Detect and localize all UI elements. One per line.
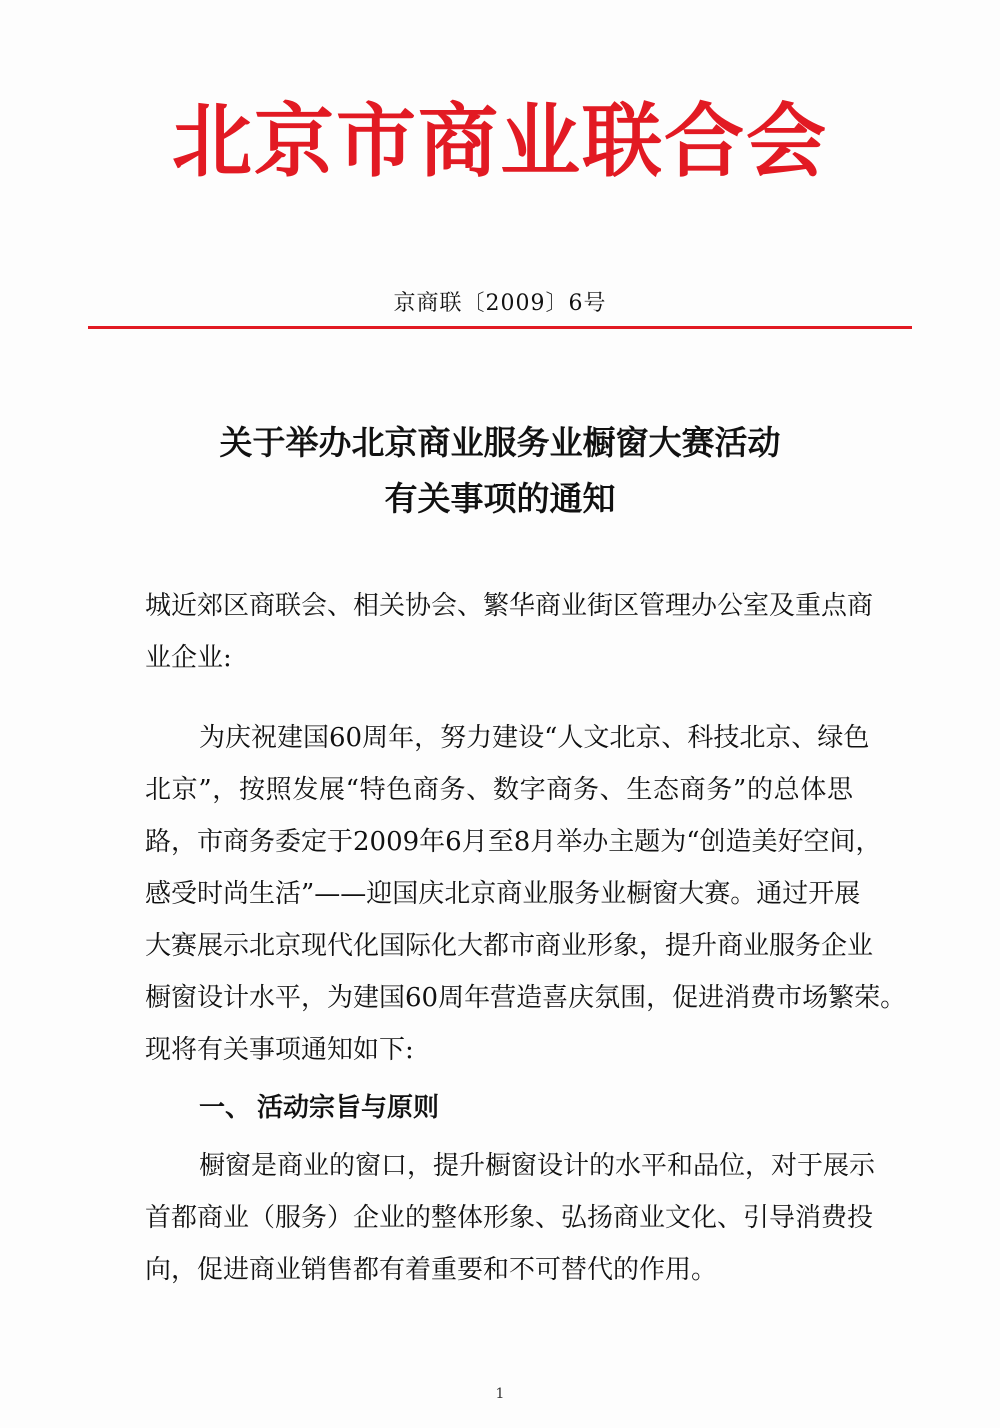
- document-number: 京商联〔2009〕6号: [393, 291, 607, 316]
- addressee-line-1: 城近郊区商联会、相关协会、繁华商业街区管理办公室及重点商: [145, 591, 874, 621]
- paragraph1-line-3: 路，市商务委定于2009年6月至8月举办主题为“创造美好空间，: [145, 827, 882, 857]
- addressee-line-2: 业企业:: [145, 643, 232, 673]
- paragraph2-line-3: 向，促进商业销售都有着重要和不可替代的作用。: [145, 1255, 718, 1285]
- paragraph2-line-2: 首都商业（服务）企业的整体形象、弘扬商业文化、引导消费投: [145, 1203, 874, 1233]
- paragraph1-line-6: 橱窗设计水平，为建国60周年营造喜庆氛围，促进消费市场繁荣。: [145, 983, 907, 1013]
- section1-number: 一、: [199, 1093, 252, 1123]
- notice-title-line-1: 关于举办北京商业服务业橱窗大赛活动: [219, 423, 781, 462]
- paragraph1-line-1: 为庆祝建国60周年，努力建设“人文北京、科技北京、绿色: [199, 723, 870, 753]
- paragraph1-line-2: 北京”，按照发展“特色商务、数字商务、生态商务”的总体思: [145, 775, 853, 805]
- paragraph1-line-5: 大赛展示北京现代化国际化大都市商业形象，提升商业服务企业: [145, 931, 874, 961]
- page-number: 1: [495, 1386, 505, 1402]
- paragraph1-line-7: 现将有关事项通知如下:: [145, 1035, 414, 1065]
- red-divider-rule: [88, 326, 912, 329]
- paragraph1-line-4: 感受时尚生活”——迎国庆北京商业服务业橱窗大赛。通过开展: [145, 879, 861, 909]
- paragraph2-line-1: 橱窗是商业的窗口，提升橱窗设计的水平和品位，对于展示: [199, 1151, 876, 1181]
- notice-title-line-2: 有关事项的通知: [384, 479, 616, 518]
- section1-heading: 活动宗旨与原则: [257, 1093, 440, 1123]
- masthead-title: 北京市商业联合会: [172, 95, 828, 188]
